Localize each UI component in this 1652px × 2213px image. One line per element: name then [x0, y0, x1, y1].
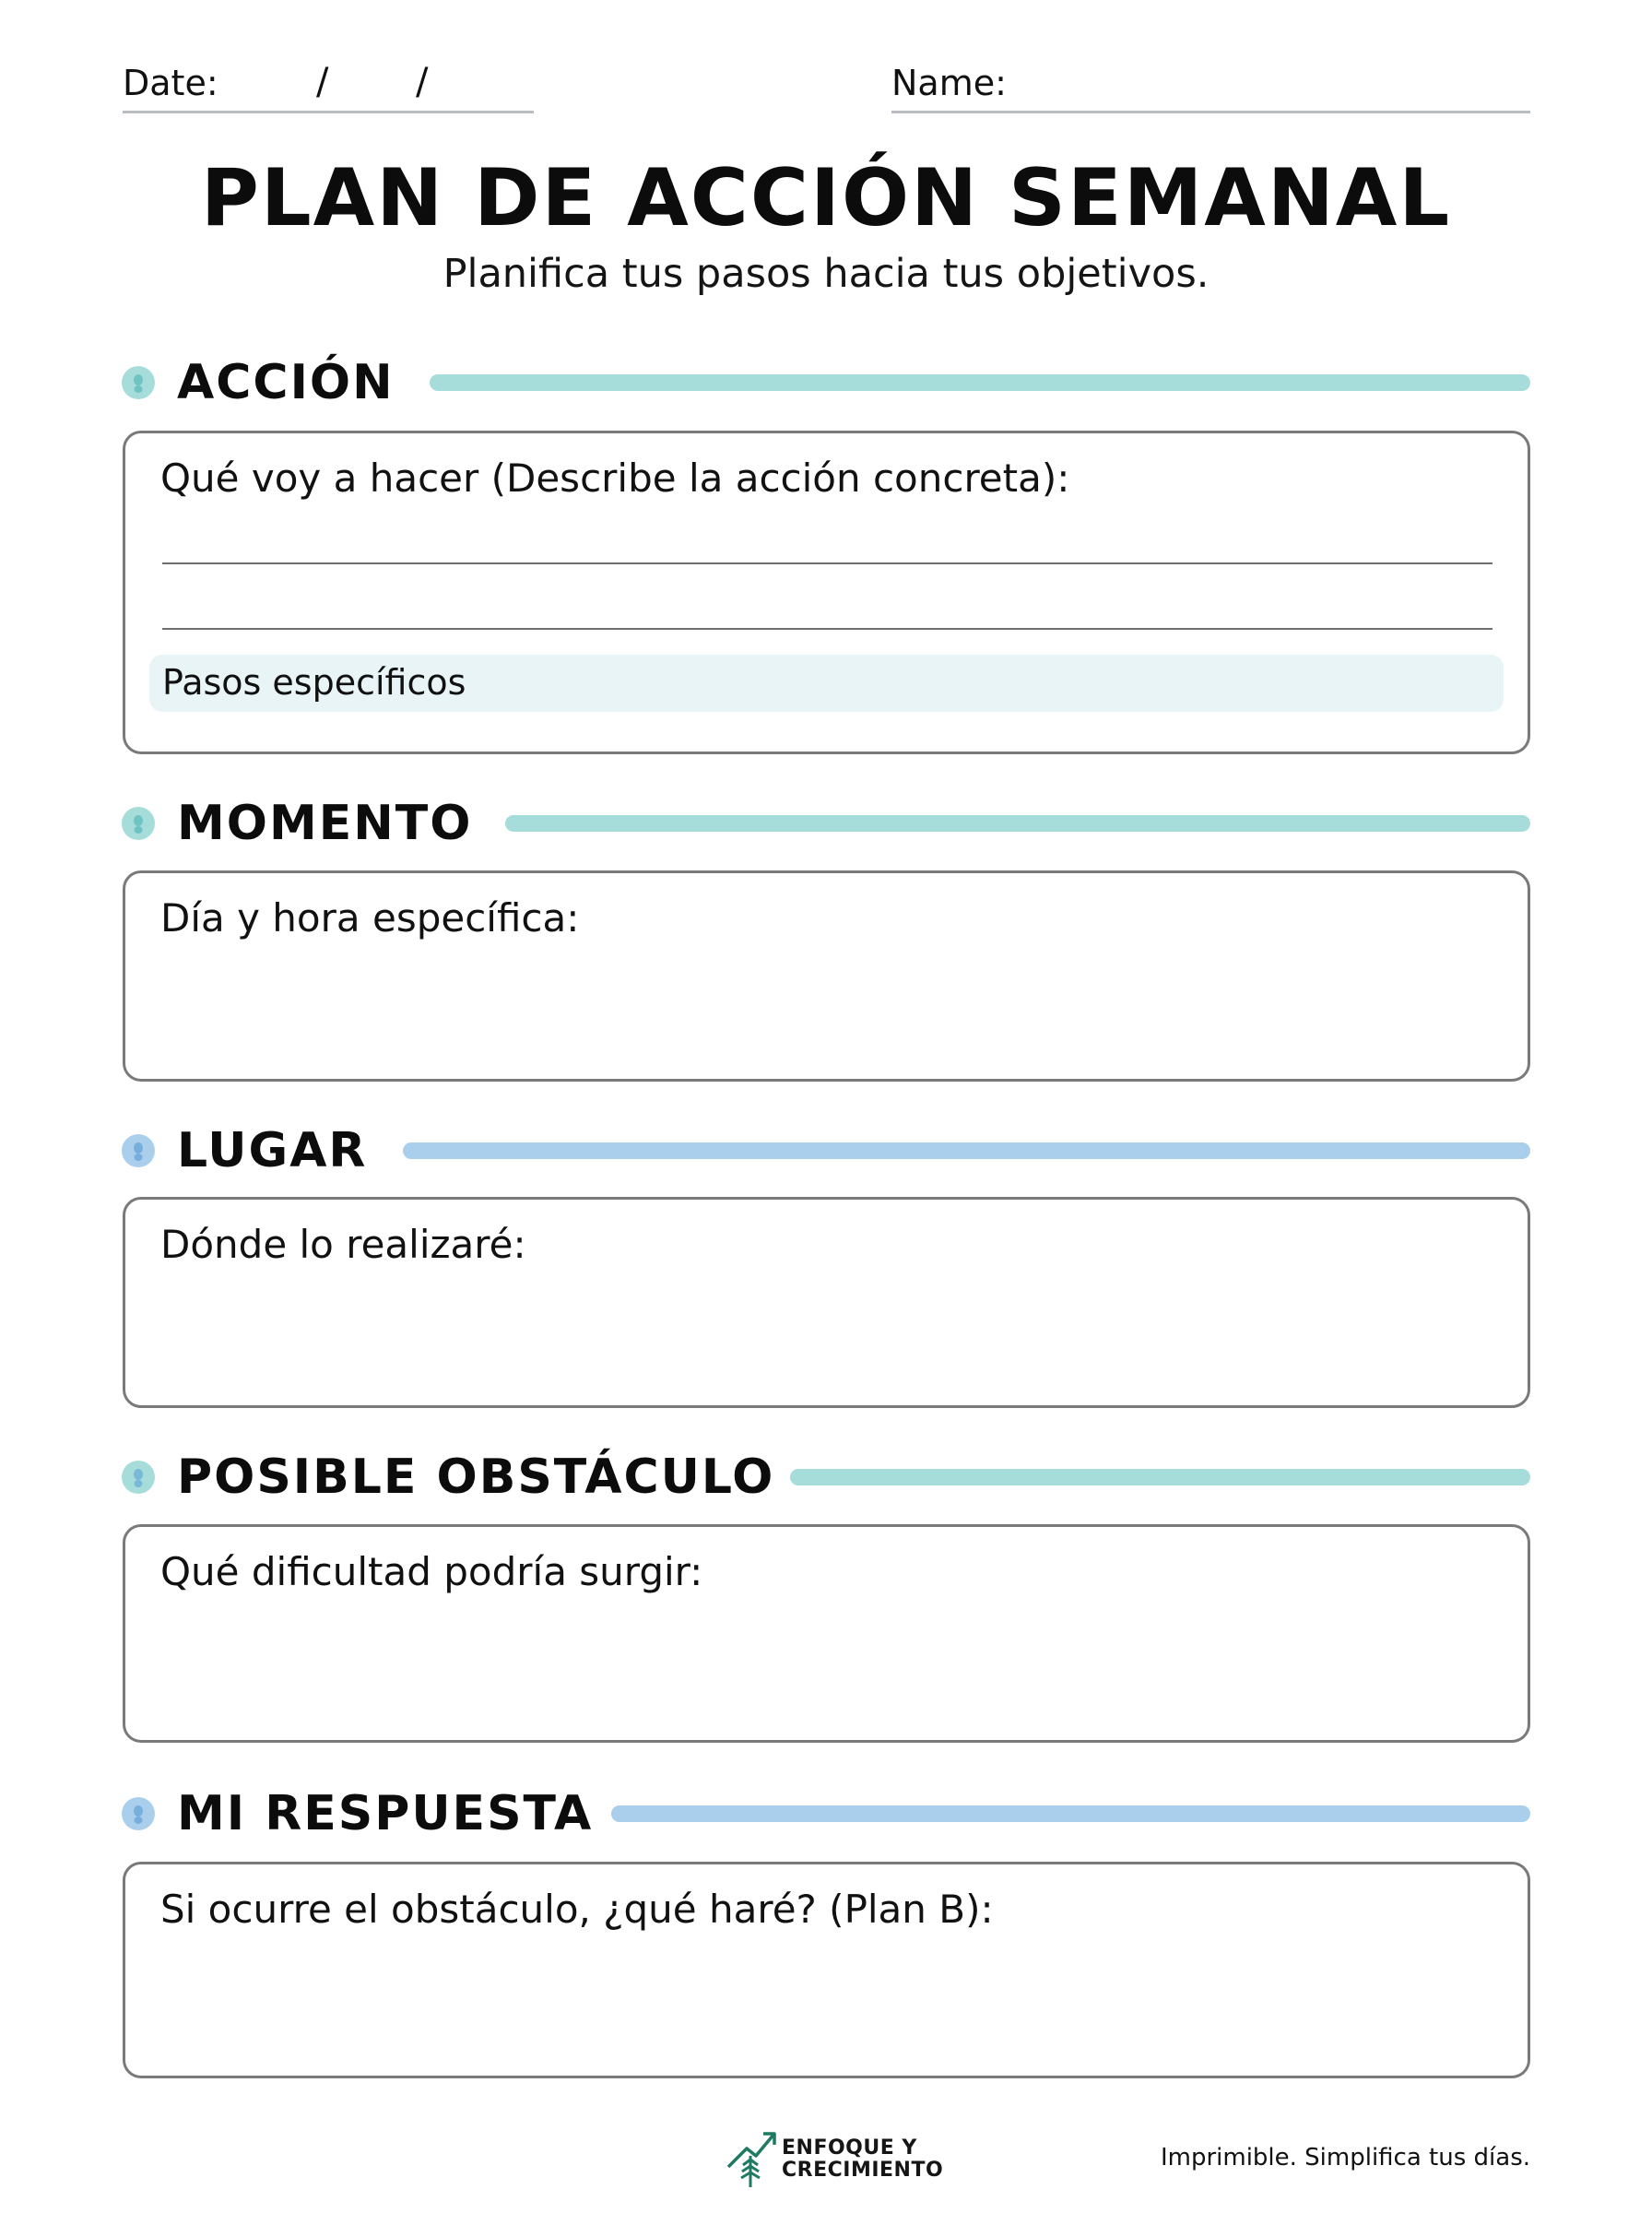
name-field[interactable] — [891, 111, 1530, 113]
section-title-lugar: LUGAR — [177, 1123, 368, 1178]
steps-band-label: Pasos específicos — [162, 662, 466, 703]
section-title-obstaculo: POSIBLE OBSTÁCULO — [177, 1450, 775, 1505]
steps-band[interactable] — [149, 655, 1504, 712]
footprint-icon — [122, 1461, 155, 1494]
date-separator-1: / — [316, 61, 329, 103]
obstaculo-box[interactable] — [123, 1524, 1530, 1743]
section-title-respuesta: MI RESPUESTA — [177, 1786, 594, 1841]
footer-note: Imprimible. Simplifica tus días. — [1160, 2144, 1530, 2172]
section-divider-bar — [790, 1469, 1530, 1485]
obstaculo-prompt: Qué dificultad podría surgir: — [160, 1549, 703, 1594]
write-line-1[interactable] — [162, 562, 1493, 564]
brand-logo — [725, 2124, 946, 2191]
section-title-momento: MOMENTO — [177, 796, 473, 851]
momento-box[interactable] — [123, 870, 1530, 1082]
section-title-accion: ACCIÓN — [177, 355, 395, 410]
page-subtitle: Planifica tus pasos hacia tus objetivos. — [442, 251, 1210, 297]
date-field[interactable] — [123, 111, 534, 113]
page-title: PLAN DE ACCIÓN SEMANAL — [200, 152, 1452, 244]
name-label: Name: — [891, 63, 1007, 103]
footprint-icon — [122, 1797, 155, 1830]
date-label: Date: — [123, 63, 218, 103]
date-separator-2: / — [416, 61, 429, 103]
respuesta-prompt: Si ocurre el obstáculo, ¿qué haré? (Plan B): — [160, 1887, 994, 1932]
tree-growth-arrow-icon — [725, 2124, 780, 2191]
accion-prompt: Qué voy a hacer (Describe la acción concreta): — [160, 456, 1070, 501]
accion-box[interactable] — [123, 431, 1530, 754]
lugar-box[interactable] — [123, 1197, 1530, 1408]
logo-line-2: CRECIMIENTO — [782, 2159, 944, 2182]
lugar-prompt: Dónde lo realizaré: — [160, 1222, 526, 1267]
section-divider-bar — [403, 1142, 1530, 1159]
respuesta-box[interactable] — [123, 1862, 1530, 2078]
write-line-2[interactable] — [162, 628, 1493, 630]
section-divider-bar — [430, 374, 1530, 391]
momento-prompt: Día y hora específica: — [160, 895, 580, 941]
footprint-icon — [122, 1134, 155, 1167]
logo-line-1: ENFOQUE Y — [782, 2136, 917, 2160]
section-divider-bar — [505, 815, 1530, 832]
footprint-icon — [122, 366, 155, 399]
section-divider-bar — [611, 1805, 1530, 1822]
footprint-icon — [122, 807, 155, 840]
